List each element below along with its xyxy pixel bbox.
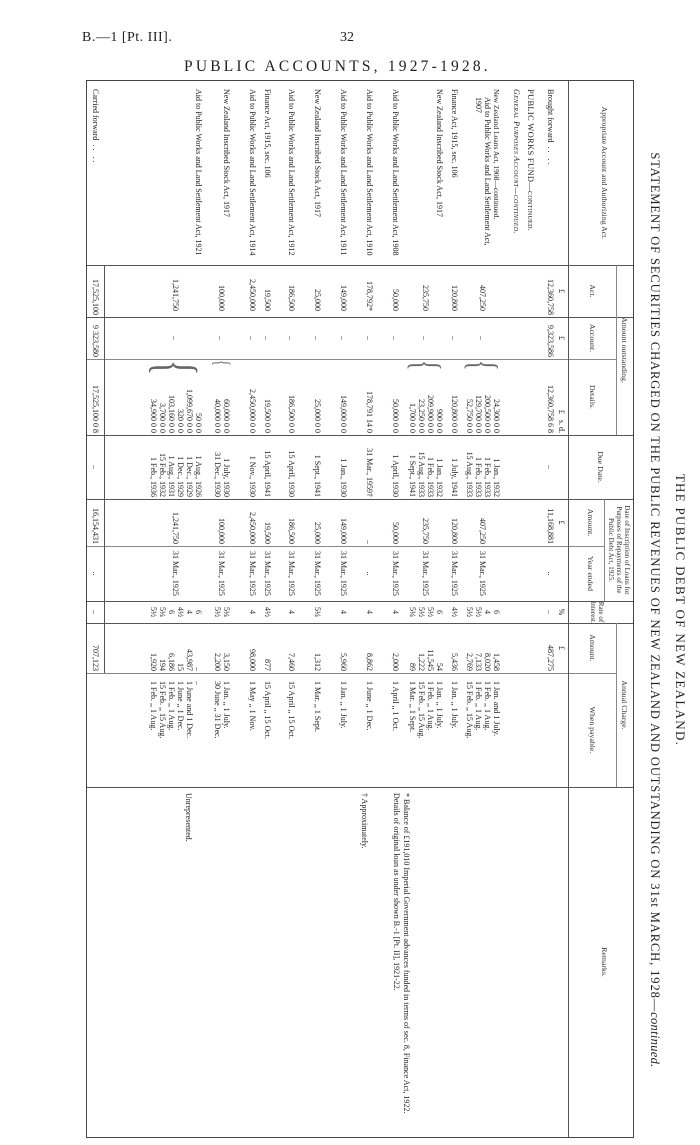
account-amount: .. <box>391 336 400 340</box>
due-date: 1 April, 1930 <box>391 454 400 497</box>
when-payable: 1 April ,, 1 Oct. <box>391 681 400 731</box>
due-date: 1 Aug., 1931 <box>167 455 176 497</box>
header-rule <box>616 623 617 787</box>
when-payable: 30 June ,, 31 Dec. <box>213 681 222 739</box>
interest-rate: 4½ <box>450 607 459 617</box>
year-ended: 31 Mar., 1925 <box>313 551 322 596</box>
annual-amount: 98,000 <box>248 649 257 671</box>
header-rule <box>616 265 617 435</box>
inscription-amount: 1,241,750 <box>171 512 181 544</box>
annual-amount: 43,987 <box>185 649 194 671</box>
details-amount: 1,700 0 0 <box>408 403 417 433</box>
details-amount: 320 0 0 <box>176 409 185 433</box>
col-rule <box>87 673 617 674</box>
annual-amount: 8,020 <box>483 653 492 671</box>
due-date: 15 Aug., 1933 <box>417 451 426 497</box>
annual-amount: 2,200 <box>213 653 222 671</box>
act-amount: 1,241,750 <box>171 279 181 311</box>
interest-rate: 5¼ <box>158 607 167 617</box>
when-payable: 1 Feb. ,, 1 Aug. <box>483 681 492 731</box>
annual-amount: 6,186 <box>167 653 176 671</box>
when-payable: 1 Feb. ,, 1 Aug. <box>167 681 176 731</box>
act-name: New Zealand Loans Act, 1908—continued. Aid to Public Works and Land Settlement Act, 1907 <box>474 89 501 246</box>
act-name: Finance Act, 1915, sec. 106 <box>450 89 459 178</box>
act-amount: 149,000 <box>339 285 348 311</box>
interest-rate: 5½ <box>213 607 222 617</box>
act-name: Aid to Public Works and Land Settlement Act, 1908 <box>391 89 400 256</box>
when-payable: 1 Mar. ,, 1 Sept. <box>408 681 417 733</box>
when-payable: 1 Feb. ,, 1 Aug. <box>426 681 435 731</box>
brought-forward-annual: 487,275 <box>546 645 555 671</box>
rotated-statement <box>80 80 692 1140</box>
due-date: 1 Jan., 1932 <box>435 458 444 497</box>
due-date: 1 Feb., 1933 <box>474 457 483 497</box>
due-date: 1 Feb., 1933 <box>483 457 492 497</box>
account-amount: .. <box>287 336 296 340</box>
inscription-amount: 407,250 <box>478 518 488 544</box>
remark-approximately: † Approximately. <box>360 793 369 849</box>
year-ended: 31 Mar., 1925 <box>171 551 181 596</box>
carried-forward-label: Carried forward . . . . <box>91 89 100 163</box>
remark-imperial-advances: * Balance of £191,010 Imperial Government advances funded in terms of sec. 8, Finance Act, 1922. Details of original loan as under shown B.-1 [Pt. II], 1921-22. <box>392 793 411 1114</box>
details-amount: 200,500 0 0 <box>483 395 492 433</box>
due-date: 31 Dec., 1930 <box>213 452 222 497</box>
unit-pound: £ <box>557 336 566 340</box>
interest-rate: 4½ <box>263 607 272 617</box>
interest-rate: 5½ <box>426 607 435 617</box>
inscription-amount: 2,450,000 <box>248 512 257 544</box>
interest-rate: 6 <box>492 610 501 614</box>
carried-forward-inscr: 16,154,431 <box>91 508 100 544</box>
interest-rate: 4 <box>391 610 400 614</box>
interest-rate: 4 <box>185 610 194 614</box>
act-name: New Zealand Inscribed Stock Act, 1917 <box>222 89 231 217</box>
header-annual-amount: Amount. <box>588 634 597 662</box>
annual-amount: 7,133 <box>474 653 483 671</box>
details-amount: 50 0 0 <box>194 413 203 433</box>
act-name: New Zealand Inscribed Stock Act, 1917 <box>435 89 444 217</box>
account-amount: .. <box>365 336 374 340</box>
annual-amount: 194 <box>158 659 167 671</box>
when-payable: 1 Jan. ,, 1 July. <box>450 681 459 729</box>
due-date: 15 April, 1941 <box>263 450 272 497</box>
details-amount: 2,450,000 0 0 <box>248 389 257 433</box>
header-account: Appropriate Account and Authorizing Act. <box>600 106 609 240</box>
when-payable: 1 Jan. ,, 1 July. <box>435 681 444 729</box>
interest-rate: 5½ <box>465 607 474 617</box>
act-amount: 120,800 <box>450 285 459 311</box>
due-date: 1 Aug., 1926 <box>194 455 203 497</box>
due-date: 1 July, 1930 <box>222 458 231 497</box>
account-amount: .. <box>478 336 488 340</box>
when-payable: 15 Feb. ,, 15 Aug. <box>465 681 474 739</box>
account-amount: .. <box>339 336 348 340</box>
unit-pound: £ <box>557 289 566 293</box>
act-amount: 19,500 <box>263 289 272 311</box>
due-date: 1 Nov., 1930 <box>248 455 257 497</box>
section-title: PUBLIC WORKS FUND—continued. <box>526 89 536 232</box>
when-payable: 15 April ,, 15 Oct. <box>263 681 272 739</box>
interest-rate: 5½ <box>149 607 158 617</box>
account-amount: .. <box>421 336 431 340</box>
due-date: 1 Dec., 1929 <box>176 456 185 497</box>
statement-title: STATEMENT OF SECURITIES CHARGED ON THE PUBLIC REVENUES OF NEW ZEALAND AND OUTSTANDING ON 31st MARCH, 1928—continued. <box>648 152 662 1068</box>
col-rule <box>87 787 633 788</box>
year-ended: 31 Mar., 1925 <box>421 551 431 596</box>
due-date: 1 Jan., 1932 <box>492 458 501 497</box>
details-amount: 129,700 0 0 <box>474 395 483 433</box>
act-name: New Zealand Inscribed Stock Act, 1917 <box>313 89 322 217</box>
details-amount: 120,800 0 0 <box>450 395 459 433</box>
act-amount: 178,792* <box>365 281 374 311</box>
details-amount: 23,250 0 0 <box>417 399 426 433</box>
when-payable: .. <box>194 681 203 685</box>
act-amount: 100,000 <box>217 285 227 311</box>
due-date: 31 Mar., 1959† <box>365 448 374 497</box>
inscription-amount: 19,500 <box>263 522 272 544</box>
when-payable: 1 June ,, 1 Dec. <box>365 681 374 731</box>
due-date: 1 Feb., 1933 <box>426 457 435 497</box>
details-amount: 209,900 0 0 <box>426 395 435 433</box>
header-amount-outstanding: Amount outstanding. <box>620 317 629 383</box>
annual-amount: 11,545 <box>426 649 435 671</box>
page-header <box>0 0 700 80</box>
unit-pound: £ <box>557 646 566 650</box>
annual-amount: 1,920 <box>149 653 158 671</box>
details-amount: 149,000 0 0 <box>339 395 348 433</box>
interest-rate: 4 <box>365 610 374 614</box>
due-date: 1 Sept., 1941 <box>408 454 417 497</box>
annual-amount: 7,460 <box>287 653 296 671</box>
due-date: 15 Aug., 1933 <box>465 451 474 497</box>
details-amount: 40,000 0 0 <box>213 399 222 433</box>
act-amount: 50,000 <box>391 289 400 311</box>
document-reference: B.—1 [Pt. III]. <box>82 30 173 45</box>
header-due-date: Due Date. <box>596 451 605 483</box>
due-date: 1 Dec., 1929 <box>185 456 194 497</box>
inscription-amount: 235,750 <box>421 518 431 544</box>
annual-amount: 2,000 <box>391 653 400 671</box>
act-name: Aid to Public Works and Land Settlement Act, 1914 <box>248 89 257 256</box>
details-amount: 50,000 0 0 <box>391 399 400 433</box>
header-rate: Rate of Interest. <box>589 601 605 624</box>
when-payable: 1 Feb. ,, 1 Aug. <box>149 681 158 731</box>
act-name: Finance Act, 1915, sec. 106 <box>263 89 272 178</box>
annual-amount: 89 <box>408 663 417 671</box>
year-ended: 31 Mar., 1925 <box>450 551 459 596</box>
header-when-payable: When payable. <box>588 706 597 754</box>
year-ended: 31 Mar., 1925 <box>478 551 488 596</box>
subsection-title: General Purposes Account—continued. <box>512 89 521 234</box>
act-name: Aid to Public Works and Land Settlement Act, 1921 <box>194 89 203 256</box>
annual-amount: 1,222 <box>417 653 426 671</box>
unit-lsd: £ s. d. <box>557 409 566 433</box>
inscription-amount: 25,000 <box>313 522 322 544</box>
annual-amount: 877 <box>263 659 272 671</box>
interest-rate: 4 <box>483 610 492 614</box>
carried-forward-details: 17,525,100 0 8 <box>91 385 100 433</box>
interest-rate: 5¼ <box>408 607 417 617</box>
header-rule <box>604 499 605 601</box>
year-ended: 31 Mar., 1925 <box>248 551 257 596</box>
act-name: Aid to Public Works and Land Settlement Act, 1912 <box>287 89 296 256</box>
details-amount: 52,750 0 0 <box>465 399 474 433</box>
brace: { <box>461 360 506 371</box>
year-ended: 31 Mar., 1925 <box>339 551 348 596</box>
details-amount: 24,300 0 0 <box>492 399 501 433</box>
interest-rate: 6 <box>167 610 176 614</box>
inscription-amount: 186,500 <box>287 518 296 544</box>
act-amount: 25,000 <box>313 289 322 311</box>
brought-forward-label: Brought forward . . . . <box>546 89 555 165</box>
account-amount: .. <box>313 336 322 340</box>
main-title: THE PUBLIC DEBT OF NEW ZEALAND. <box>673 473 688 747</box>
details-amount: 60,000 0 0 <box>222 399 231 433</box>
when-payable: 1 Jan. ,, 1 July. <box>339 681 348 729</box>
due-date: 1 July, 1941 <box>450 458 459 497</box>
inscription-amount: 100,000 <box>217 518 227 544</box>
header-act: Act. <box>588 284 597 298</box>
year-ended: 31 Mar., 1925 <box>217 551 227 596</box>
inscription-amount: 50,000 <box>391 522 400 544</box>
annual-amount: 1,458 <box>492 653 501 671</box>
header-inscription: Date of Inscription of Loans for Purposes of Repayments of the Public Debt Act, 1925. <box>607 505 631 595</box>
annual-amount: 5,436 <box>450 653 459 671</box>
total-rule <box>104 265 105 673</box>
act-amount: 235,750 <box>421 285 431 311</box>
details-amount: 186,500 0 0 <box>287 395 296 433</box>
header-rule <box>568 81 569 1137</box>
securities-table: Appropriate Account and Authorizing Act. Amount outstanding. Act. Account. Details. Due Date. Date of Inscription of Loans for Purposes of Repayments of the Public Debt Act, 1925. Amount. Year ended Rate of Interest. Annual Charge. Amount. When payable. Remarks. £ £ £ s. d. £ % £ Brought forward . . . . 12,360,758 9,323,586 12,360,758 6 8 .. 11,168,881 .. .. 487,275 PUBLIC WORKS FUND—continued. General Purposes Account—continued. New Zealand Loans Act, 1908—continued. Aid to Public Works and Land Settlement Act, 1907 407,250 .. { 24,300 0 0 200,500 0 0 129,700 0 0 52,750 0 0 1 Jan., 1932 1 Feb., 1933 1 Feb., 1933 15 Aug., 1933 407,250 31 Mar., 1925 6 4 5½ 5½ 1,458 8,020 7,133 2,769 1 Jan. and 1 July. 1 Feb. ,, 1 Aug. 1 Feb. ,, 1 Aug. 15 Feb. ,, 15 Aug. Finance Act, 1915, sec. 106 120,800 .. 120,800 0 0 1 July, 1941 120,800 31 Mar., 1925 4½ 5,436 1 Jan. ,, 1 July. New Zealand Inscribed Stock Act, 1917 235,750 .. { 900 0 0 209,900 0 0 23,250 0 0 1,700 0 0 1 Jan., 1932 1 Feb., 1933 15 Aug., 1933 1 Sept., 1941 235,750 31 Mar., 1925 6 5½ 5½ 5¼ 54 11,545 1,222 89 1 Jan. ,, 1 July. 1 Feb. ,, 1 Aug. 15 Feb. ,, 15 Aug. 1 Mar. ,, 1 Sept. Aid to Public Works and Land Settlement Act, 1908 50,000 .. 50,000 0 0 1 April, 1930 50,000 31 Mar., 1925 4 2,000 1 April ,, 1 Oct. Aid to Public Works and Land Settlement Act, 1910 178,792* .. 178,791 14 0 31 Mar., 1959† .. .. 4 8,862 1 June ,, 1 Dec. Aid to Public Works and Land Settlement Act, 1911 149,000 .. 149,000 0 0 1 Jan., 1930 149,000 31 Mar., 1925 4 5,960 1 Jan. ,, 1 July. New Zealand Inscribed Stock Act, 1917 25,000 .. 25,000 0 0 1 Sept., 1941 25,000 31 Mar., 1925 5¼ 1,312 1 Mar. ,, 1 Sept. Aid to Public Works and Land Settlement Act, 1912 186,500 .. 186,500 0 0 15 April, 1930 186,500 31 Mar., 1925 4 7,460 15 April ,, 15 Oct. Finance Act, 1915, sec. 106 19,500 .. 19,500 0 0 15 April, 1941 19,500 31 Mar., 1925 4½ 877 15 April ,, 15 Oct. Aid to Public Works and Land Settlement Act, 1914 2,450,000 .. 2,450,000 0 0 1 Nov., 1930 2,450,000 31 Mar., 1925 4 98,000 1 May ,, 1 Nov. New Zealand Inscribed Stock Act, 1917 100,000 .. { 60,000 0 0 40,000 0 0 1 July, 1930 31 Dec., 1930 100,000 31 Mar., 1925 5¼ 5½ 3,150 2,200 1 Jan. ,, 1 July. 30 June ,, 31 Dec. Aid to Public Works and Land Settlement Act, 1921 1,241,750 .. { 50 0 0 1,099,670 0 0 320 0 0 103,160 0 0 3,700 0 0 34,900 0 0 1 Aug., 1926 1 Dec., 1929 1 Dec., 1929 1 Aug., 1931 15 Feb., 1932 1 Feb., 1936 1,241,750 31 Mar., 1925 6 4 4½ 6 5¼ 5½ .. 43,987 15 6,186 194 1,920 .. 1 June and 1 Dec. 1 June ,, 1 Dec. 1 Feb. ,, 1 Aug. 15 Feb. ,, 15 Aug. 1 Feb. ,, 1 Aug. * Balance of £191,010 Imperial Government advances funded in terms of sec. 8, Finance Act, 1922. Details of original loan as under shown B.-1 [Pt. II], 1921-22. † Approximately. Unrepresented. Carried forward . . . . 17,525,100 9 323,580 17,525,100 0 8 .. 16,154,431 .. .. 707,123 <box>86 80 634 1138</box>
details-amount: 178,791 14 0 <box>365 391 374 433</box>
header-inscr-amount: Amount. <box>586 508 595 537</box>
annual-amount: 15 <box>176 663 185 671</box>
when-payable: 1 Jan. and 1 July. <box>492 681 501 737</box>
interest-rate: 4½ <box>176 607 185 617</box>
publication-title: PUBLIC ACCOUNTS, 1927-1928. <box>184 58 491 75</box>
annual-amount: 3,150 <box>222 653 231 671</box>
interest-rate: 5½ <box>474 607 483 617</box>
act-amount: 407,250 <box>478 285 488 311</box>
brought-forward-act: 12,360,758 <box>546 279 555 315</box>
details-amount: 103,160 0 0 <box>167 395 176 433</box>
when-payable: 15 Feb. ,, 15 Aug. <box>158 681 167 739</box>
interest-rate: 6 <box>435 610 444 614</box>
header-account-col: Account. <box>588 323 597 353</box>
year-ended: 31 Mar., 1925 <box>287 551 296 596</box>
when-payable: 1 June and 1 Dec. <box>185 681 194 739</box>
brought-forward-account: 9,323,586 <box>546 325 555 357</box>
brace: { <box>404 360 449 371</box>
year-ended: 31 Mar., 1925 <box>391 551 400 596</box>
when-payable: 15 April ,, 15 Oct. <box>287 681 296 739</box>
due-date: 15 Feb., 1932 <box>158 453 167 497</box>
unit-percent: % <box>557 608 566 616</box>
header-remarks: Remarks. <box>600 947 609 977</box>
details-amount: 34,900 0 0 <box>149 399 158 433</box>
inscription-amount: 149,000 <box>339 518 348 544</box>
interest-rate: 4 <box>339 610 348 614</box>
act-name: Aid to Public Works and Land Settlement Act, 1910 <box>365 89 374 256</box>
carried-forward-account: 9 323,580 <box>91 325 100 357</box>
inscription-amount: 120,800 <box>450 518 459 544</box>
account-amount: .. <box>217 336 227 340</box>
interest-rate: 5½ <box>417 607 426 617</box>
remark-unrepresented: Unrepresented. <box>184 793 193 842</box>
annual-amount: 2,769 <box>465 653 474 671</box>
annual-amount: 54 <box>435 663 444 671</box>
year-ended: 31 Mar., 1925 <box>263 551 272 596</box>
due-date: 1 Sept., 1941 <box>313 454 322 497</box>
header-details: Details. <box>588 384 597 410</box>
brought-forward-details: 12,360,758 6 8 <box>546 385 555 433</box>
interest-rate: 4 <box>287 610 296 614</box>
when-payable: 1 Feb. ,, 1 Aug. <box>474 681 483 731</box>
details-amount: 19,500 0 0 <box>263 399 272 433</box>
header-annual-charge: Annual Charge. <box>620 680 629 730</box>
when-payable: 15 Feb. ,, 15 Aug. <box>417 681 426 739</box>
interest-rate: 5¼ <box>313 607 322 617</box>
brace: { <box>210 360 235 366</box>
unit-pound: £ <box>557 520 566 525</box>
interest-rate: 6 <box>194 610 203 614</box>
details-amount: 25,000 0 0 <box>313 399 322 433</box>
brought-forward-inscr: 11,168,881 <box>546 508 555 544</box>
account-amount: .. <box>171 336 181 340</box>
annual-amount: 8,862 <box>365 653 374 671</box>
annual-amount: .. <box>194 667 203 671</box>
details-amount: 3,700 0 0 <box>158 403 167 433</box>
details-amount: 900 0 0 <box>435 409 444 433</box>
year-ended: .. <box>365 571 374 576</box>
interest-rate: 4 <box>248 610 257 614</box>
due-date: 15 April, 1930 <box>287 450 296 497</box>
account-amount: .. <box>450 336 459 340</box>
header-year-ended: Year ended <box>586 556 595 591</box>
due-date: 1 Feb., 1936 <box>149 457 158 497</box>
interest-rate: 5¼ <box>222 607 231 617</box>
carried-forward-act: 17,525,100 <box>91 279 100 315</box>
carried-forward-annual: 707,123 <box>91 645 100 671</box>
inscription-amount: .. <box>365 540 374 544</box>
when-payable: 1 Mar. ,, 1 Sept. <box>313 681 322 733</box>
act-name: Aid to Public Works and Land Settlement Act, 1911 <box>339 89 348 256</box>
when-payable: 1 May ,, 1 Nov. <box>248 681 257 731</box>
brace: { <box>144 360 209 376</box>
account-amount: .. <box>248 336 257 340</box>
act-amount: 186,500 <box>287 285 296 311</box>
page-number: 32 <box>340 30 354 45</box>
annual-amount: 1,312 <box>313 653 322 671</box>
act-amount: 2,450,000 <box>248 279 257 311</box>
details-amount: 1,099,670 0 0 <box>185 389 194 433</box>
account-amount: .. <box>263 336 272 340</box>
annual-amount: 5,960 <box>339 653 348 671</box>
when-payable: 1 Jan. ,, 1 July. <box>222 681 231 729</box>
due-date: 1 Jan., 1930 <box>339 458 348 497</box>
when-payable: 1 June ,, 1 Dec. <box>176 681 185 731</box>
